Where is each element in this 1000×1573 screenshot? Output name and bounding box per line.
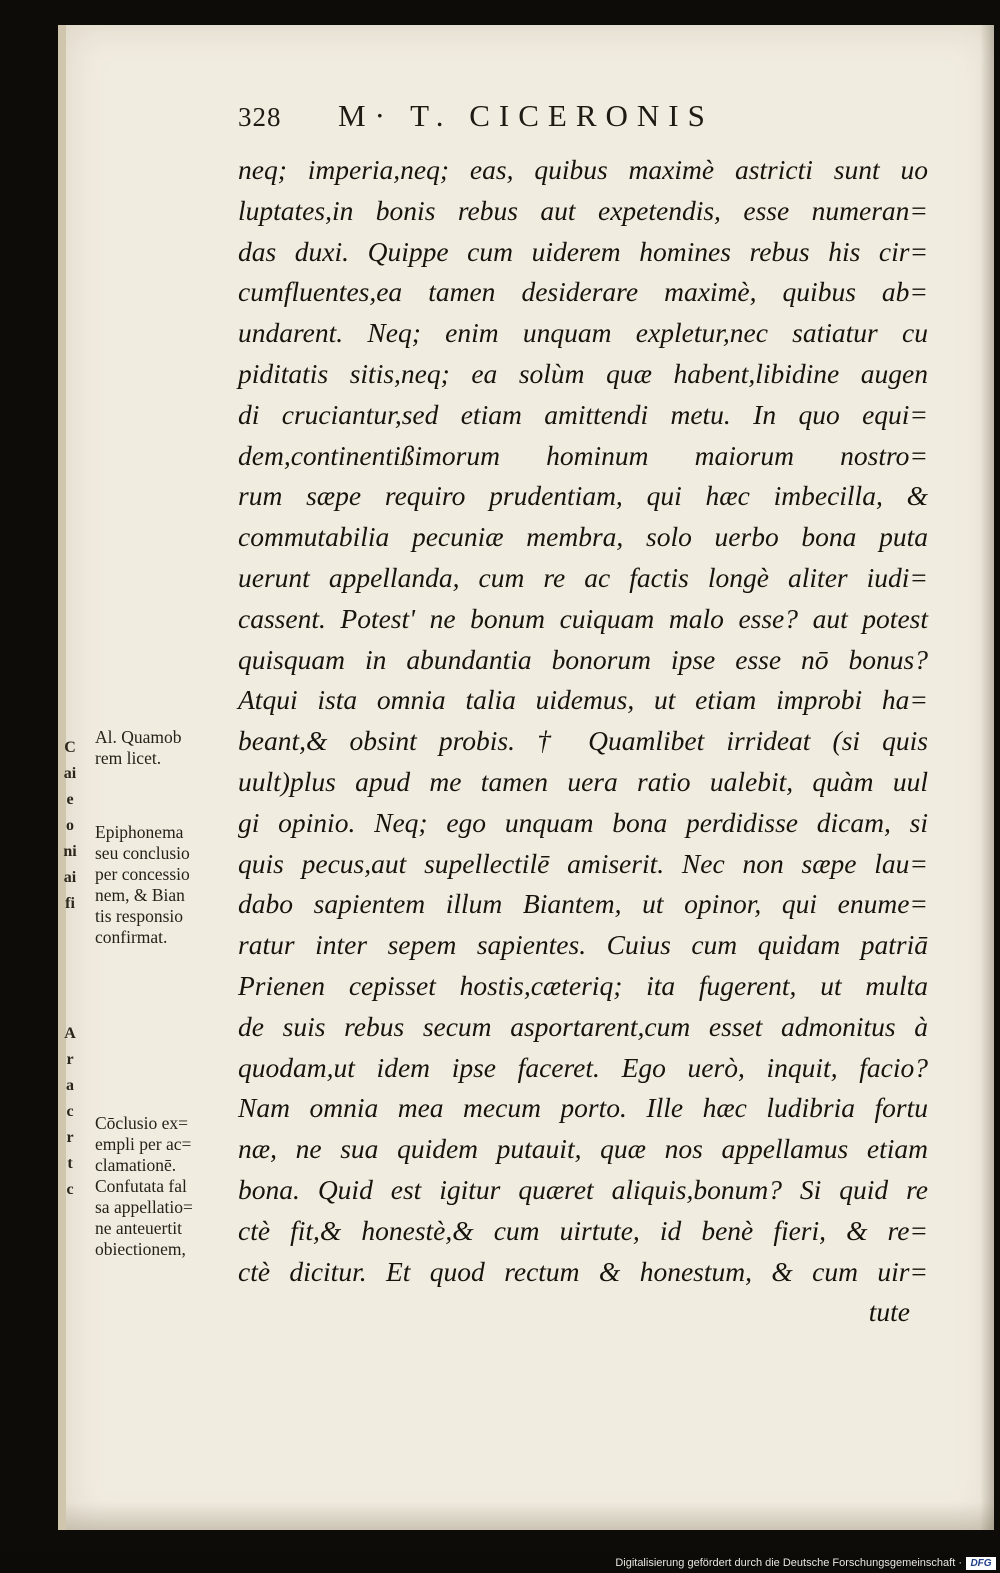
text-line: dabo sapientem illum Biantem, ut opinor, qui enume= (238, 888, 928, 920)
text-line: rum sæpe requiro prudentiam, qui hæc imbecilla, & (238, 480, 928, 512)
margin-note-line: sa appellatio= (95, 1197, 193, 1217)
fragment-letter: c (66, 1103, 74, 1120)
text-line: beant,& obsint probis. † Quamlibet irrideat (si quis (238, 725, 928, 757)
text-line: tute (868, 1296, 910, 1328)
text-line: ctè dicitur. Et quod rectum & honestum, & cum uir= (238, 1255, 928, 1287)
text-line: commutabilia pecuniæ membra, solo uerbo bona puta (238, 521, 928, 553)
text-line: cassent. Potest' ne bonum cuiquam malo esse? aut potest (238, 602, 928, 634)
margin-note-line: empli per ac= (95, 1134, 192, 1154)
text-line: Prienen cepisset hostis,cæteriq; ita fugerent, ut multa (238, 969, 928, 1001)
running-header (238, 98, 818, 138)
fragment-letter: A (64, 1025, 76, 1042)
margin-note-line: clamationē. (95, 1155, 177, 1175)
fragment-letter: e (66, 791, 74, 808)
margin-note-line: seu conclusio (95, 843, 190, 863)
text-line: Atqui ista omnia talia uidemus, ut etiam improbi ha= (238, 684, 928, 716)
text-line: uult)plus apud me tamen uera ratio ualebit, quàm uul (238, 765, 928, 797)
margin-note-line: rem licet. (95, 748, 162, 768)
margin-note-line: obiectionem, (95, 1239, 186, 1259)
margin-note-conclusio (95, 1113, 235, 1260)
margin-note-line: ne anteuertit (95, 1218, 182, 1238)
digitization-credit: Digitalisierung gefördert durch die Deutsche Forschungsgemeinschaft · (615, 1557, 962, 1569)
text-line: undarent. Neq; enim unquam expletur,nec satiatur cu (238, 317, 928, 349)
text-line: næ, ne sua quidem putauit, quæ nos appellamus etiam (238, 1133, 928, 1165)
fragment-letter: o (66, 817, 74, 834)
text-line: bona. Quid est igitur quæret aliquis,bonum? Si quid re (238, 1173, 928, 1205)
text-line: quisquam in abundantia bonorum ipse esse nō bonus? (238, 643, 928, 675)
margin-note-line: Confutata fal (95, 1176, 187, 1196)
margin-note-epiphonema (95, 822, 235, 948)
margin-note-line: per concessio (95, 864, 190, 884)
margin-note-line: tis responsio (95, 906, 183, 926)
adjacent-page-fragment (60, 735, 80, 1295)
margin-note-line: Al. Quamob (95, 727, 182, 747)
fragment-letter: C (64, 739, 76, 756)
text-line: das duxi. Quippe cum uiderem homines rebus his cir= (238, 235, 928, 267)
fragment-letter: ai (63, 869, 77, 886)
dfg-logo: DFG (966, 1557, 996, 1570)
page-bottom-shadow (66, 1502, 994, 1530)
page-number: 328 (238, 102, 282, 132)
text-line: dem,continentißimorum hominum maiorum nostro= (238, 439, 928, 471)
fragment-letter: c (66, 1181, 74, 1198)
fragment-letter: a (66, 1077, 74, 1094)
running-title: M· T. CICERONIS (338, 98, 714, 133)
text-line: cumfluentes,ea tamen desiderare maximè, quibus ab= (238, 276, 928, 308)
text-line: ratur inter sepem sapientes. Cuius cum quidam patriā (238, 929, 928, 961)
text-line: ctè fit,& honestè,& cum uirtute, id benè fieri, & re= (238, 1214, 928, 1246)
margin-note-line: Cōclusio ex= (95, 1113, 188, 1133)
fragment-letter: r (66, 1051, 74, 1068)
text-line: di cruciantur,sed etiam amittendi metu. In quo equi= (238, 398, 928, 430)
text-line: piditatis sitis,neq; ea solùm quæ habent,libidine augen (238, 357, 928, 389)
main-text-block (238, 150, 928, 1333)
fragment-letter: r (66, 1129, 74, 1146)
text-line: luptates,in bonis rebus aut expetendis, esse numeran= (238, 194, 928, 226)
fragment-letter (60, 969, 80, 995)
fragment-letter: fi (65, 895, 75, 912)
page-edge-shadow (980, 25, 994, 1530)
margin-note-variant-reading (95, 727, 235, 769)
margin-note-line: nem, & Bian (95, 885, 185, 905)
fragment-letter (60, 943, 80, 969)
text-line: quis pecus,aut supellectilē amiserit. Nec non sæpe lau= (238, 847, 928, 879)
footer-bar (0, 1553, 1000, 1573)
fragment-letter: ai (63, 765, 77, 782)
text-line: de suis rebus secum asportarent,cum esset admonitus à (238, 1010, 928, 1042)
text-line: Nam omnia mea mecum porto. Ille hæc ludibria fortu (238, 1092, 928, 1124)
text-line: quodam,ut idem ipse faceret. Ego uerò, inquit, facio? (238, 1051, 928, 1083)
margin-note-line: Epiphonema (95, 822, 184, 842)
fragment-letter: ni (63, 843, 77, 860)
text-line: uerunt appellanda, cum re ac factis longè aliter iudi= (238, 561, 928, 593)
text-line: neq; imperia,neq; eas, quibus maximè astricti sunt uo (238, 154, 928, 185)
fragment-letter (60, 995, 80, 1021)
text-line: gi opinio. Neq; ego unquam bona perdidisse dicam, si (238, 806, 928, 838)
fragment-letter: t (67, 1155, 73, 1172)
fragment-letter (60, 917, 80, 943)
margin-note-line: confirmat. (95, 927, 168, 947)
